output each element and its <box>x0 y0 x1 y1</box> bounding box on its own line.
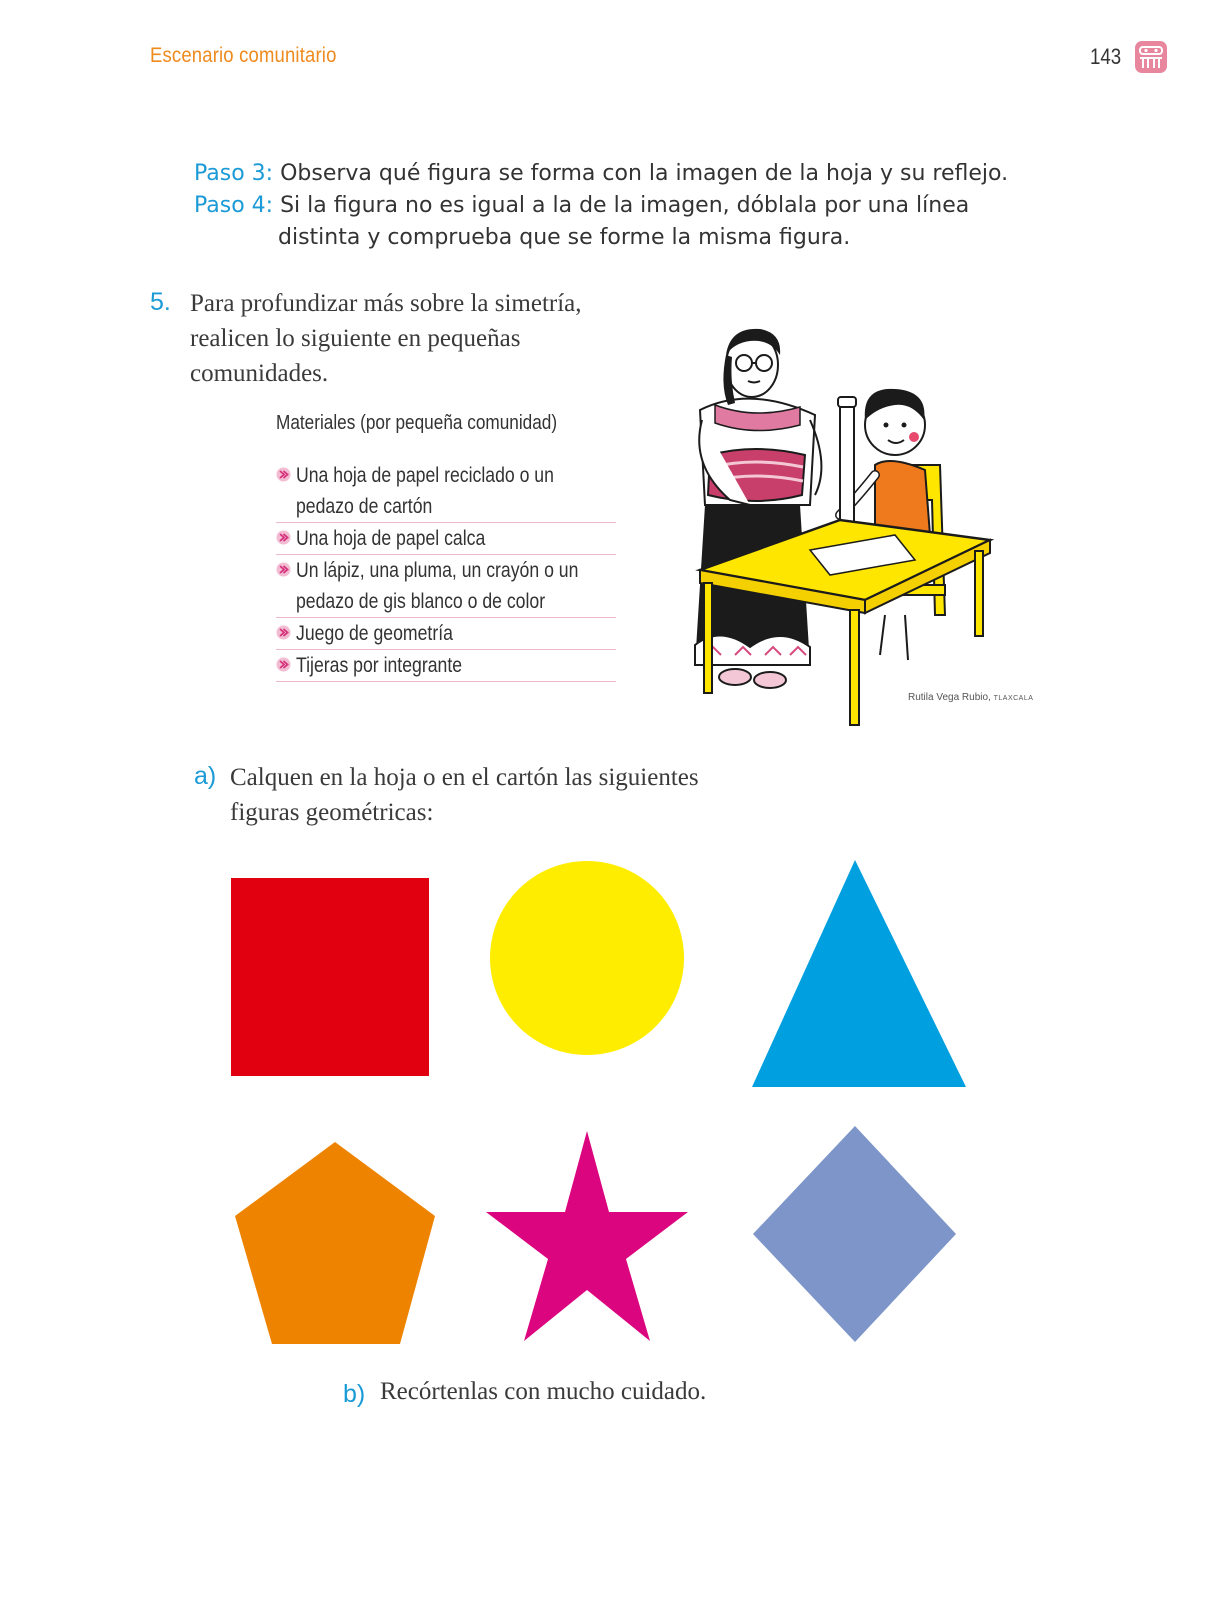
blue-triangle <box>752 860 966 1087</box>
item-5-number: 5. <box>150 288 171 316</box>
glyph-badge-icon <box>1134 40 1168 74</box>
page-number: 143 <box>1090 44 1122 69</box>
chevron-bullet-icon <box>276 562 291 577</box>
steps-block <box>194 158 1054 254</box>
item-a-text <box>230 760 850 830</box>
illustration-credit <box>908 692 1033 703</box>
item-b-label: b) <box>343 1380 366 1408</box>
list-item <box>276 460 616 523</box>
chevron-bullet-icon <box>276 467 291 482</box>
material-text: Una hoja de papel calca <box>296 527 486 550</box>
item-5-line: Para profundizar más sobre la simetría, <box>190 290 582 317</box>
material-text: Un lápiz, una pluma, un crayón o un pedazo de gis blanco o de color <box>296 559 579 613</box>
item-a-line: Calquen en la hoja o en el cartón las siguientes <box>230 764 699 791</box>
list-item <box>276 555 616 618</box>
lavender-rhombus <box>753 1126 956 1342</box>
item-a-label: a) <box>194 762 217 790</box>
list-item <box>276 650 616 682</box>
credit-name: Rutila Vega Rubio, <box>908 692 991 703</box>
orange-pentagon <box>235 1142 435 1344</box>
step-text: Observa qué figura se forma con la imagen de la hoja y su reflejo. <box>280 161 1009 186</box>
item-5-line: comunidades. <box>190 360 329 387</box>
step-4 <box>194 190 1054 222</box>
chevron-bullet-icon <box>276 530 291 545</box>
item-5-text <box>190 286 690 391</box>
step-4-continuation: distinta y comprueba que se forme la misma figura. <box>278 225 851 250</box>
teacher-and-child-illustration <box>690 325 1035 730</box>
red-square <box>231 878 429 1076</box>
step-text: Si la figura no es igual a la de la imagen, dóblala por una línea <box>280 193 970 218</box>
material-text: Una hoja de papel reciclado o un pedazo de cartón <box>296 464 554 518</box>
item-5-line: realicen lo siguiente en pequeñas <box>190 325 521 352</box>
yellow-circle <box>490 861 684 1055</box>
magenta-star <box>486 1131 688 1341</box>
material-text: Tijeras por integrante <box>296 654 463 677</box>
step-3 <box>194 158 1054 190</box>
chevron-bullet-icon <box>276 657 291 672</box>
list-item <box>276 618 616 650</box>
materials-title: Materiales (por pequeña comunidad) <box>276 412 558 434</box>
step-label: Paso 3: <box>194 161 274 186</box>
section-title: Escenario comunitario <box>150 44 337 67</box>
item-a-line: figuras geométricas: <box>230 799 434 826</box>
credit-place: TLAXCALA <box>993 695 1034 702</box>
material-text: Juego de geometría <box>296 622 453 645</box>
step-label: Paso 4: <box>194 193 274 218</box>
chevron-bullet-icon <box>276 625 291 640</box>
item-b-text: Recórtenlas con mucho cuidado. <box>380 1378 707 1405</box>
list-item <box>276 523 616 555</box>
materials-list <box>276 460 616 682</box>
